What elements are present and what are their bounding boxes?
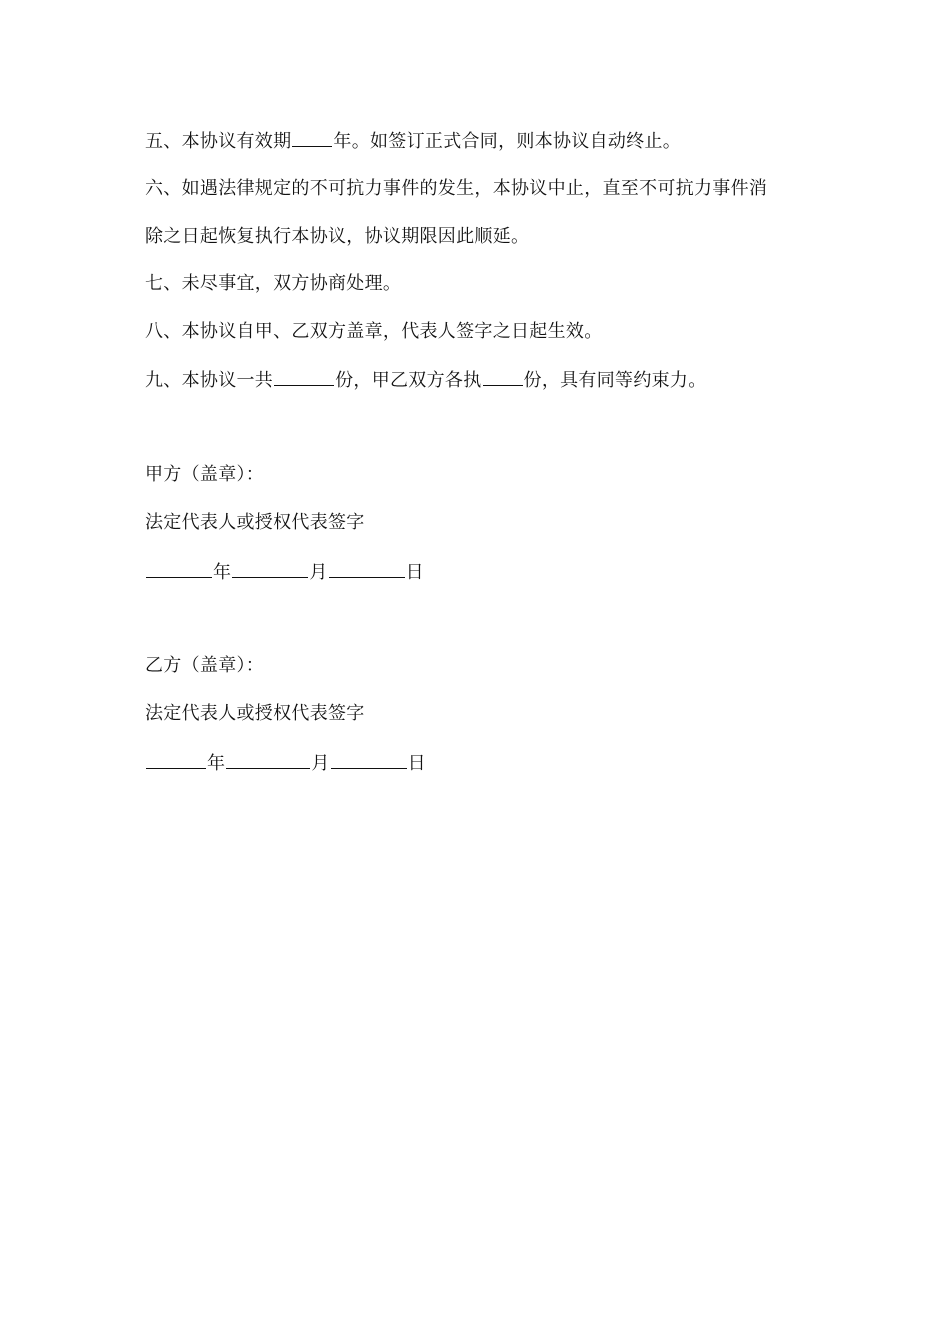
total-copies-blank [274, 367, 334, 386]
party-b-year-blank [146, 750, 206, 769]
party-b-year-label: 年 [207, 753, 226, 774]
party-a-day-label: 日 [405, 562, 424, 583]
party-b-signature-label: 法定代表人或授权代表签字 [145, 703, 365, 724]
clause-9 [145, 367, 707, 393]
clause-8: 八、本协议自甲、乙双方盖章，代表人签字之日起生效。 [145, 321, 603, 342]
party-a-year-label: 年 [213, 562, 232, 583]
clause-6-line-1: 六、如遇法律规定的不可抗力事件的发生，本协议中止，直至不可抗力事件消 [145, 178, 768, 199]
party-b-day-blank [331, 750, 407, 769]
clause-7: 七、未尽事宜，双方协商处理。 [145, 273, 402, 294]
party-a-day-blank [329, 559, 405, 578]
clause-5-text-a: 五、本协议有效期 [145, 131, 292, 152]
each-party-copies-blank [483, 367, 523, 386]
party-b-month-blank [226, 750, 310, 769]
party-a-date [145, 559, 424, 585]
party-a-signature-label: 法定代表人或授权代表签字 [145, 512, 365, 533]
validity-years-blank [292, 128, 332, 147]
clause-9-text-b: 份，甲乙双方各执 [335, 370, 482, 391]
clause-9-text-a: 九、本协议一共 [145, 370, 274, 391]
party-a-year-blank [146, 559, 212, 578]
party-a-label: 甲方（盖章）： [145, 464, 265, 485]
party-b-date [145, 750, 426, 776]
clause-9-text-c: 份，具有同等约束力。 [523, 370, 707, 391]
clause-6-line-2: 除之日起恢复执行本协议，协议期限因此顺延。 [145, 226, 530, 247]
party-a-month-label: 月 [309, 562, 328, 583]
party-a-month-blank [232, 559, 308, 578]
party-b-label: 乙方（盖章）： [145, 655, 265, 676]
party-b-month-label: 月 [311, 753, 330, 774]
clause-5-text-b: 年。如签订正式合同，则本协议自动终止。 [333, 131, 682, 152]
clause-5 [145, 128, 681, 154]
party-b-day-label: 日 [407, 753, 426, 774]
